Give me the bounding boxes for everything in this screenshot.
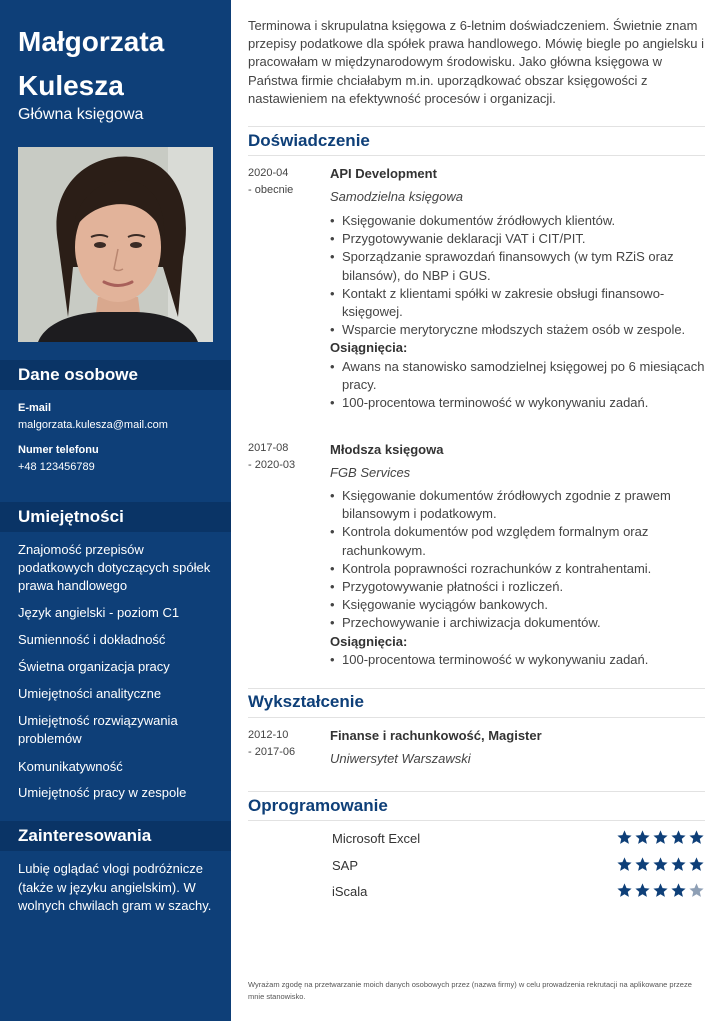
- software-rating: [616, 882, 705, 899]
- duty-item: • Kontrola dokumentów pod względem formalnym oraz rachunkowym.: [330, 523, 705, 559]
- skill-item: Sumienność i dokładność: [18, 632, 166, 647]
- duty-item: • Księgowanie dokumentów źródłowych zgodnie z prawem bilansowym i podatkowym.: [330, 487, 705, 523]
- job-date: [248, 165, 318, 199]
- achievements-label: Osiągnięcia:: [330, 633, 408, 649]
- software-rating: [616, 829, 705, 846]
- duties-list: [330, 487, 705, 633]
- education-heading: Wykształcenie: [248, 692, 364, 711]
- job-company: Młodsza księgowa: [330, 442, 444, 457]
- experience-heading: Doświadczenie: [248, 131, 370, 150]
- email-value[interactable]: malgorzata.kulesza@mail.com: [18, 419, 168, 431]
- star-filled-icon: [634, 829, 651, 846]
- profile-photo: [18, 147, 213, 342]
- achievements-list: [330, 651, 705, 669]
- achievement-item: • 100-procentowa terminowość w wykonywaniu zadań.: [330, 394, 705, 412]
- software-name: iScala: [332, 884, 368, 899]
- skill-item: Umiejętność pracy w zespole: [18, 785, 187, 800]
- star-filled-icon: [670, 882, 687, 899]
- first-name: Małgorzata: [18, 26, 165, 57]
- candidate-title: Główna księgowa: [18, 106, 144, 123]
- skill-item: Umiejętności analityczne: [18, 686, 162, 701]
- section-divider: [248, 688, 705, 689]
- job-date-to: - obecnie: [248, 184, 294, 196]
- candidate-name: [18, 20, 218, 108]
- job-date: [248, 440, 318, 474]
- duty-item: • Księgowanie dokumentów źródłowych klientów.: [330, 212, 705, 230]
- star-filled-icon: [616, 829, 633, 846]
- star-filled-icon: [688, 829, 705, 846]
- star-filled-icon: [616, 856, 633, 873]
- software-name: Microsoft Excel: [332, 831, 421, 846]
- sidebar: [0, 0, 231, 1021]
- duty-item: • Przygotowywanie deklaracji VAT i CIT/PIT.: [330, 230, 705, 248]
- star-filled-icon: [652, 856, 669, 873]
- software-name: SAP: [332, 858, 359, 873]
- job-company: API Development: [330, 166, 437, 181]
- skill-item: Znajomość przepisów podatkowych dotyczących spółek prawa handlowego: [18, 542, 211, 593]
- duties-list: [330, 212, 705, 339]
- interests-heading: Zainteresowania: [0, 821, 231, 851]
- skills-heading: Umiejętności: [0, 502, 231, 532]
- job-date-from: 2020-04: [248, 167, 289, 179]
- email-label: E-mail: [18, 402, 52, 414]
- skill-item: Świetna organizacja pracy: [18, 659, 170, 674]
- star-empty-icon: [688, 882, 705, 899]
- skill-item: Umiejętność rozwiązywania problemów: [18, 713, 178, 746]
- education-degree: Finanse i rachunkowość, Magister: [330, 728, 542, 743]
- section-divider: [248, 126, 705, 127]
- section-divider: [248, 820, 705, 821]
- portrait-image: [18, 147, 213, 342]
- achievements-label: Osiągnięcia:: [330, 340, 408, 356]
- star-filled-icon: [616, 882, 633, 899]
- duty-item: • Księgowanie wyciągów bankowych.: [330, 596, 705, 614]
- achievements-list: [330, 358, 705, 413]
- job-details: [330, 212, 705, 412]
- phone-value[interactable]: +48 123456789: [18, 461, 95, 473]
- duty-item: • Kontakt z klientami spółki w zakresie obsługi finansowo-księgowej.: [330, 285, 705, 321]
- interests-text: Lubię oglądać vlogi podróżnicze (także w języku angielskim). W wolnych chwilach gram w szachy.: [18, 861, 212, 913]
- software-heading: Oprogramowanie: [248, 796, 388, 815]
- star-filled-icon: [634, 856, 651, 873]
- star-filled-icon: [688, 856, 705, 873]
- duty-item: • Sporządzanie sprawozdań finansowych (w tym RZiS oraz bilansów), do NBP i GUS.: [330, 248, 705, 284]
- achievement-item: • 100-procentowa terminowość w wykonywaniu zadań.: [330, 651, 705, 669]
- duty-item: • Przygotowywanie płatności i rozliczeń.: [330, 578, 705, 596]
- job-date-from: 2017-08: [248, 442, 289, 454]
- section-divider: [248, 791, 705, 792]
- software-rating: [616, 856, 705, 873]
- job-role: FGB Services: [330, 465, 411, 480]
- star-filled-icon: [670, 829, 687, 846]
- education-date-to: - 2017-06: [248, 746, 296, 758]
- achievement-item: • Awans na stanowisko samodzielnej księgowej po 6 miesiącach pracy.: [330, 358, 705, 394]
- job-role: Samodzielna księgowa: [330, 189, 463, 204]
- star-filled-icon: [634, 882, 651, 899]
- last-name: Kulesza: [18, 70, 124, 101]
- skill-item: Język angielski - poziom C1: [18, 605, 180, 620]
- job-details: [330, 487, 705, 669]
- skill-item: Komunikatywność: [18, 759, 123, 774]
- profile-summary: Terminowa i skrupulatna księgowa z 6-letnim doświadczeniem. Świetnie znam przepisy podatkowe dla spółek prawa handlowego. Mówię biegle po angielsku i pracowałam w międzynarodowym środowisku. Jako główna księgowa w Państwa firmie chciałabym m.in. uporządkować obszar księgowości z nastawieniem na efektywność procesów i organizacji.: [248, 18, 705, 106]
- gdpr-consent: Wyrażam zgodę na przetwarzanie moich danych osobowych przez (nazwa firmy) w celu prowadzenia rekrutacji na aplikowane przeze mnie stanowisko.: [248, 980, 692, 1001]
- duty-item: • Wsparcie merytoryczne młodszych stażem osób w zespole.: [330, 321, 705, 339]
- education-date: [248, 727, 318, 761]
- star-filled-icon: [652, 829, 669, 846]
- education-date-from: 2012-10: [248, 729, 289, 741]
- duty-item: • Przechowywanie i archiwizacja dokumentów.: [330, 614, 705, 632]
- personal-data-heading: Dane osobowe: [0, 360, 231, 390]
- job-date-to: - 2020-03: [248, 459, 296, 471]
- star-filled-icon: [652, 882, 669, 899]
- education-school: Uniwersytet Warszawski: [330, 751, 471, 766]
- phone-label: Numer telefonu: [18, 444, 99, 456]
- section-divider: [248, 155, 705, 156]
- duty-item: • Kontrola poprawności rozrachunków z kontrahentami.: [330, 560, 705, 578]
- section-divider: [248, 717, 705, 718]
- star-filled-icon: [670, 856, 687, 873]
